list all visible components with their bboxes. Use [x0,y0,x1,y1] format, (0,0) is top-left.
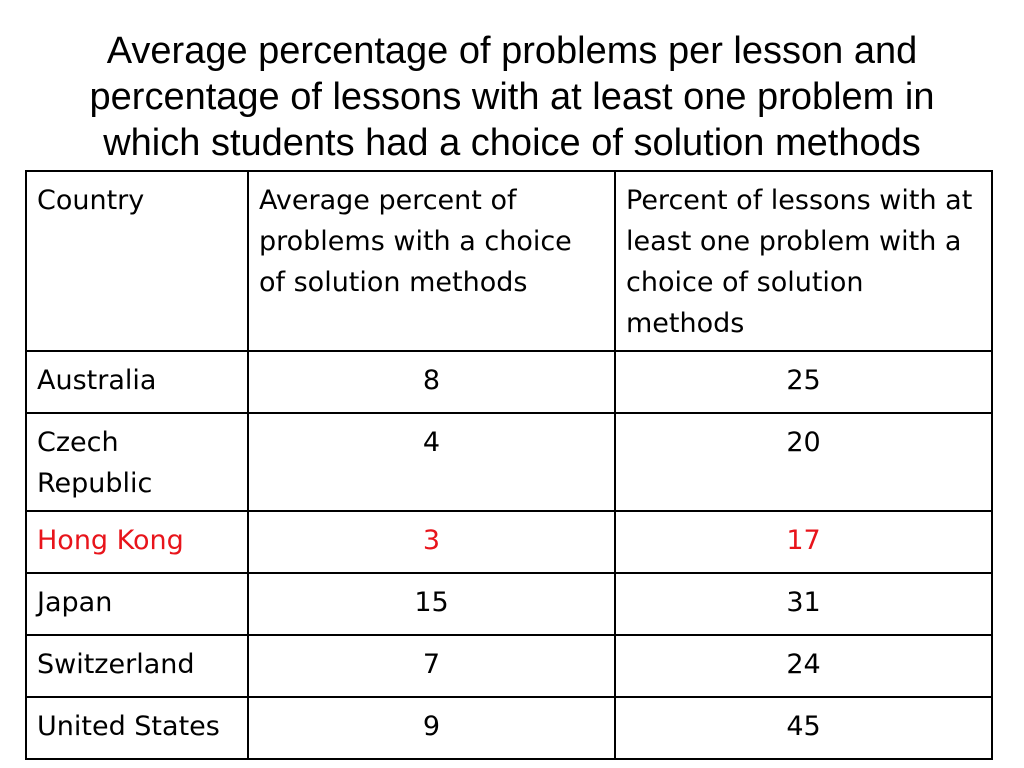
title-line-1: Average percentage of problems per lesson and [106,30,918,72]
lesson-percent-cell: 20 [615,413,992,511]
country-cell: Hong Kong [26,511,248,573]
lesson-percent-cell: 17 [615,511,992,573]
lesson-percent-cell: 25 [615,351,992,413]
table-row [26,635,992,697]
country-cell: Czech Republic [26,413,248,511]
title-line-3: which students had a choice of solution methods [103,122,921,164]
lesson-percent-cell: 31 [615,573,992,635]
country-cell: United States [26,697,248,759]
table-row [26,351,992,413]
avg-percent-cell: 15 [248,573,615,635]
header-lesson-percent: Percent of lessons with at least one problem with a choice of solution methods [615,171,992,351]
avg-percent-cell: 7 [248,635,615,697]
lesson-percent-cell: 24 [615,635,992,697]
country-cell: Japan [26,573,248,635]
table-header-row [26,171,992,351]
title-line-2: percentage of lessons with at least one problem in [89,76,935,118]
table-row [26,573,992,635]
data-table [25,170,993,760]
header-country: Country [26,171,248,351]
table-row [26,413,992,511]
table-row [26,511,992,573]
avg-percent-cell: 9 [248,697,615,759]
avg-percent-cell: 4 [248,413,615,511]
table-row [26,697,992,759]
country-cell: Switzerland [26,635,248,697]
header-avg-percent: Average percent of problems with a choice of solution methods [248,171,615,351]
avg-percent-cell: 8 [248,351,615,413]
country-cell: Australia [26,351,248,413]
avg-percent-cell: 3 [248,511,615,573]
slide-title [0,28,1024,166]
lesson-percent-cell: 45 [615,697,992,759]
